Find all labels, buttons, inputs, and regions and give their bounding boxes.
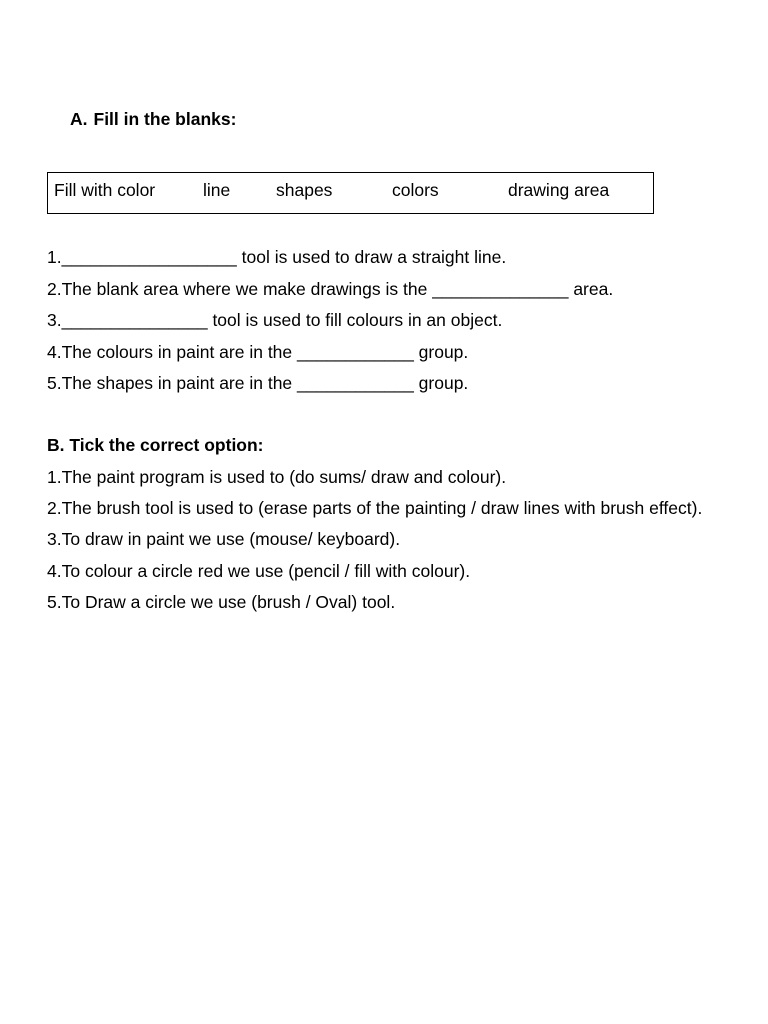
fill-blank-question: 1.__________________ tool is used to draw a straight line. (47, 247, 507, 267)
tick-option-question: 1.The paint program is used to (do sums/ draw and colour). (47, 466, 507, 487)
section-b-heading: B. Tick the correct option: (47, 435, 264, 455)
fill-blank-question: 3._______________ tool is used to fill colours in an object. (47, 310, 503, 330)
section-a-title: Fill in the blanks: (93, 109, 237, 129)
word-bank-item: colors (392, 180, 439, 200)
word-bank-box (47, 172, 654, 214)
tick-correct-option-section (47, 433, 737, 622)
word-bank-item: line (203, 180, 231, 200)
fill-blank-question: 2.The blank area where we make drawings is the ______________ area. (47, 278, 614, 299)
tick-option-question: 5.To Draw a circle we use (brush / Oval) tool. (47, 592, 396, 612)
fill-in-blanks-list (47, 245, 747, 403)
fill-blank-question: 4.The colours in paint are in the ____________ group. (47, 341, 469, 362)
word-bank-item: drawing area (508, 180, 610, 200)
section-a-label: A. (70, 109, 88, 129)
section-a-heading (70, 109, 236, 130)
tick-option-question: 4.To colour a circle red we use (pencil / fill with colour). (47, 560, 471, 581)
tick-option-question: 3.To draw in paint we use (mouse/ keyboard). (47, 529, 401, 549)
word-bank-item: Fill with color (54, 180, 156, 200)
word-bank-item: shapes (276, 180, 333, 200)
fill-blank-question: 5.The shapes in paint are in the ____________ group. (47, 373, 469, 393)
tick-option-question: 2.The brush tool is used to (erase parts of the painting / draw lines with brush effect). (47, 498, 703, 518)
